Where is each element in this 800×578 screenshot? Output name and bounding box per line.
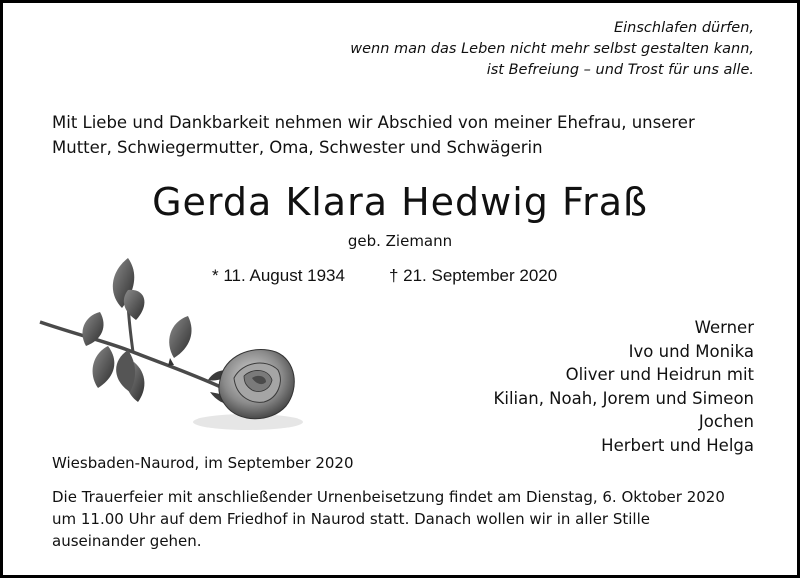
maiden-name: geb. Ziemann [347,232,453,250]
family-member: Oliver und Heidrun mit [565,365,754,384]
family-member: Werner [694,318,754,337]
service-line: um 11.00 Uhr auf dem Friedhof in Naurod statt. Danach wollen wir in aller Stille [52,510,650,528]
family-member: Ivo und Monika [628,341,754,361]
family-member: Herbert und Helga [601,435,754,455]
poem-line: ist Befreiung – und Trost für uns alle. [486,62,754,78]
service-line: auseinander gehen. [52,532,202,550]
poem-line: Einschlafen dürfen, [613,20,754,36]
deceased-name: Gerda Klara Hedwig Fraß [152,180,648,224]
rose-icon [38,250,308,440]
service-line: Die Trauerfeier mit anschließender Urnenbeisetzung findet am Dienstag, 6. Oktober 2020 [52,488,725,506]
family-member: Kilian, Noah, Jorem und Simeon [493,388,754,408]
family-member: Jochen [698,412,754,431]
intro-text [52,110,695,160]
place-date: Wiesbaden-Naurod, im September 2020 [52,454,354,472]
family-list [494,316,754,457]
birth-date: * 11. August 1934 [212,266,345,285]
intro-line: Mutter, Schwiegermutter, Oma, Schwester und Schwägerin [52,138,543,157]
intro-line: Mit Liebe und Dankbarkeit nehmen wir Abschied von meiner Ehefrau, unserer [52,113,695,132]
poem [350,18,754,81]
death-date: † 21. September 2020 [388,266,558,285]
service-info [52,486,725,552]
poem-line: wenn man das Leben nicht mehr selbst gestalten kann, [350,41,754,57]
